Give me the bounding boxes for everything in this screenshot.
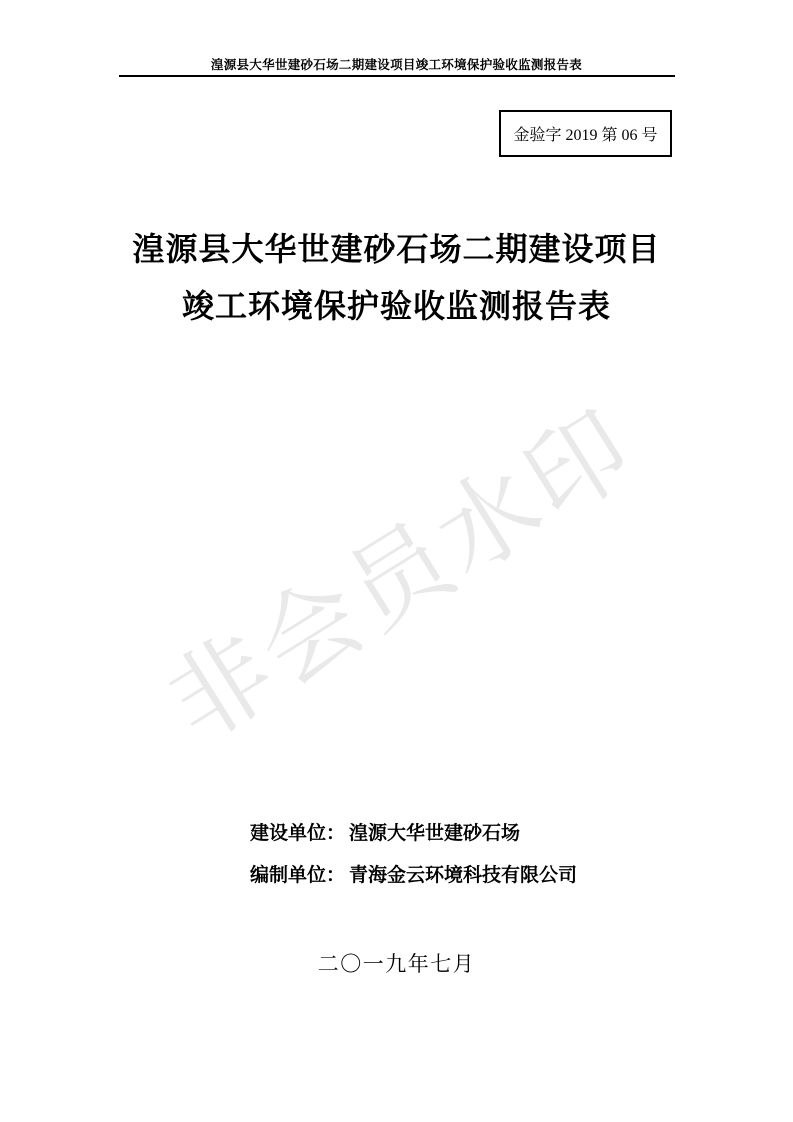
compiling-unit-label: 编制单位： [250, 865, 346, 886]
title-line-1: 湟源县大华世建砂石场二期建设项目 [132, 231, 661, 267]
construction-unit-label: 建设单位： [250, 823, 346, 844]
main-title [0, 221, 793, 335]
construction-unit-value: 湟源大华世建砂石场 [349, 823, 521, 844]
document-date: 二〇一九年七月 [317, 952, 476, 976]
header-rule [119, 75, 675, 77]
compiling-unit-value: 青海金云环境科技有限公司 [349, 865, 578, 886]
parties-block [250, 820, 577, 904]
watermark-text: 非会员水印 [149, 389, 655, 763]
party-row-compiling-unit [250, 862, 577, 889]
running-header-title: 湟源县大华世建砂石场二期建设项目竣工环境保护验收监测报告表 [210, 58, 583, 72]
doc-number-box [499, 110, 672, 157]
party-row-construction-unit [250, 820, 577, 847]
doc-number-text: 金验字 2019 第 06 号 [513, 127, 658, 144]
title-line-2: 竣工环境保护验收监测报告表 [181, 288, 611, 324]
